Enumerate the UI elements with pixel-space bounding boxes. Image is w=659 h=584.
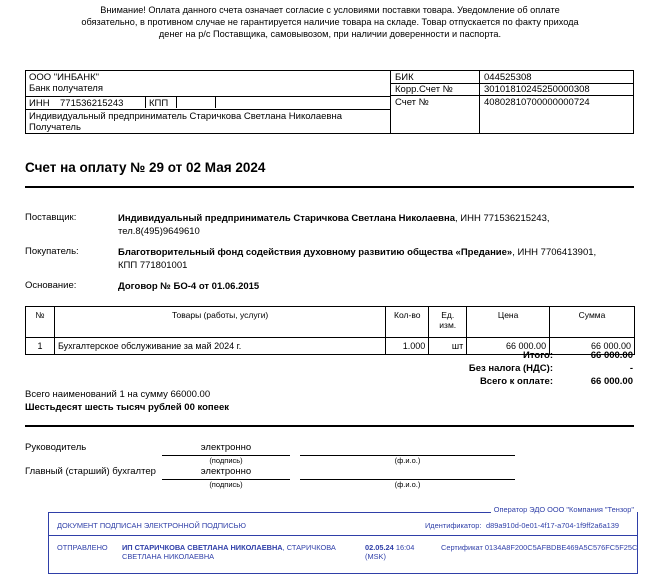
account-value: 40802810700000000724 bbox=[484, 97, 590, 108]
total-label: Итого: bbox=[523, 350, 553, 361]
title-divider bbox=[25, 186, 634, 188]
korr-label: Корр.Счет № bbox=[395, 84, 453, 95]
edo-sender: ИП СТАРИЧКОВА СВЕТЛАНА НИКОЛАЕВНА, СТАРИЧКОВА bbox=[122, 543, 336, 552]
notice-line-2: обязательно, в противном случае не гарантируется наличие товара на складе. Товар отпускается по факту прихода bbox=[81, 17, 579, 27]
col-goods: Товары (работы, услуги) bbox=[54, 307, 385, 338]
accountant-sign-caption: (подпись) bbox=[209, 480, 243, 489]
supplier-value bbox=[118, 212, 638, 238]
accountant-sign: электронно bbox=[200, 466, 252, 477]
director-sign: электронно bbox=[200, 442, 252, 453]
supplier-name: Индивидуальный предприниматель Старичкова Светлана Николаевна bbox=[118, 213, 455, 224]
topay-label: Всего к оплате: bbox=[479, 376, 553, 387]
edo-sender-name: ИП СТАРИЧКОВА СВЕТЛАНА НИКОЛАЕВНА bbox=[122, 543, 283, 552]
director-name-caption: (ф.и.о.) bbox=[394, 456, 421, 465]
buyer-kpp: КПП 771801001 bbox=[118, 260, 188, 271]
supplier-label: Поставщик: bbox=[25, 212, 77, 223]
col-unit: Ед. изм. bbox=[429, 307, 467, 338]
recipient-name: Индивидуальный предприниматель Старичкова Светлана Николаевна bbox=[29, 111, 342, 122]
edo-sender-line2: СВЕТЛАНА НИКОЛАЕВНА bbox=[122, 552, 215, 561]
col-sum: Сумма bbox=[550, 307, 635, 338]
payment-notice bbox=[20, 4, 640, 40]
buyer-value bbox=[118, 246, 638, 272]
accountant-label: Главный (старший) бухгалтер bbox=[25, 466, 156, 477]
col-num: № bbox=[26, 307, 55, 338]
edo-datetime bbox=[365, 543, 414, 552]
kpp-label: КПП bbox=[149, 98, 169, 109]
edo-tz: (MSK) bbox=[365, 552, 386, 561]
row-sum: 66 000.00 bbox=[550, 338, 635, 355]
buyer-inn: , ИНН 7706413901, bbox=[512, 247, 597, 258]
director-sign-caption: (подпись) bbox=[209, 456, 243, 465]
supplier-phone: тел.8(495)9649610 bbox=[118, 226, 200, 237]
basis-label: Основание: bbox=[25, 280, 77, 291]
col-qty: Кол-во bbox=[386, 307, 429, 338]
edo-date: 02.05.24 bbox=[365, 543, 394, 552]
edo-operator: Оператор ЭДО ООО "Компания "Тензор" bbox=[491, 505, 637, 514]
row-price: 66 000.00 bbox=[467, 338, 550, 355]
goods-table bbox=[25, 306, 635, 355]
edo-id-label: Идентификатор: bbox=[425, 521, 482, 530]
row-num: 1 bbox=[26, 338, 55, 355]
accountant-name-caption: (ф.и.о.) bbox=[394, 480, 421, 489]
notice-line-3: денег на р/с Поставщика, самовывозом, при наличии доверенности и паспорта. bbox=[158, 29, 502, 39]
edo-sent-label: ОТПРАВЛЕНО bbox=[57, 543, 108, 552]
total-value: 66 000.00 bbox=[590, 350, 633, 361]
bank-details-table bbox=[25, 70, 634, 134]
edo-cert: Сертификат 0134A8F200C5AFBDBE469A5C576FC5F25C bbox=[441, 543, 638, 552]
basis-value bbox=[118, 280, 638, 293]
tax-label: Без налога (НДС): bbox=[468, 363, 553, 374]
account-label: Счет № bbox=[395, 97, 429, 108]
buyer-name: Благотворительный фонд содействия духовному развитию общества «Предание» bbox=[118, 247, 513, 258]
edo-time: 16:04 bbox=[395, 543, 415, 552]
row-name: Бухгалтерское обслуживание за май 2024 г. bbox=[54, 338, 385, 355]
korr-value: 30101810245250000308 bbox=[484, 84, 590, 95]
table-header-row bbox=[26, 307, 635, 338]
signature-divider bbox=[25, 425, 634, 427]
supplier-inn: , ИНН 771536215243, bbox=[455, 213, 550, 224]
invoice-title: Счет на оплату № 29 от 02 Мая 2024 bbox=[25, 160, 266, 175]
summary-words: Шестьдесят шесть тысяч рублей 00 копеек bbox=[25, 402, 229, 413]
bank-name: ООО "ИНБАНК" bbox=[29, 72, 99, 83]
bik-label: БИК bbox=[395, 72, 414, 83]
edo-signature-stamp bbox=[48, 512, 638, 574]
inn-value: 771536215243 bbox=[60, 98, 124, 109]
row-qty: 1.000 bbox=[386, 338, 429, 355]
inn-label: ИНН bbox=[29, 98, 50, 109]
recipient-label: Получатель bbox=[29, 122, 81, 133]
edo-id-value: d89a910d-0e01-4f17-a704-1f9ff2a6a139 bbox=[486, 521, 620, 530]
summary-count: Всего наименований 1 на сумму 66000.00 bbox=[25, 389, 211, 400]
row-unit: шт bbox=[429, 338, 467, 355]
topay-value: 66 000.00 bbox=[590, 376, 633, 387]
buyer-label: Покупатель: bbox=[25, 246, 79, 257]
edo-signed-title: ДОКУМЕНТ ПОДПИСАН ЭЛЕКТРОННОЙ ПОДПИСЬЮ bbox=[57, 521, 247, 530]
tax-value: - bbox=[629, 363, 633, 374]
bik-value: 044525308 bbox=[484, 72, 532, 83]
director-label: Руководитель bbox=[25, 442, 87, 453]
col-price: Цена bbox=[467, 307, 550, 338]
bank-recipient-label: Банк получателя bbox=[29, 83, 103, 94]
basis-contract: Договор № БО-4 от 01.06.2015 bbox=[118, 281, 260, 292]
notice-line-1: Внимание! Оплата данного счета означает согласие с условиями поставки товара. Уведомление об оплате bbox=[100, 5, 560, 15]
